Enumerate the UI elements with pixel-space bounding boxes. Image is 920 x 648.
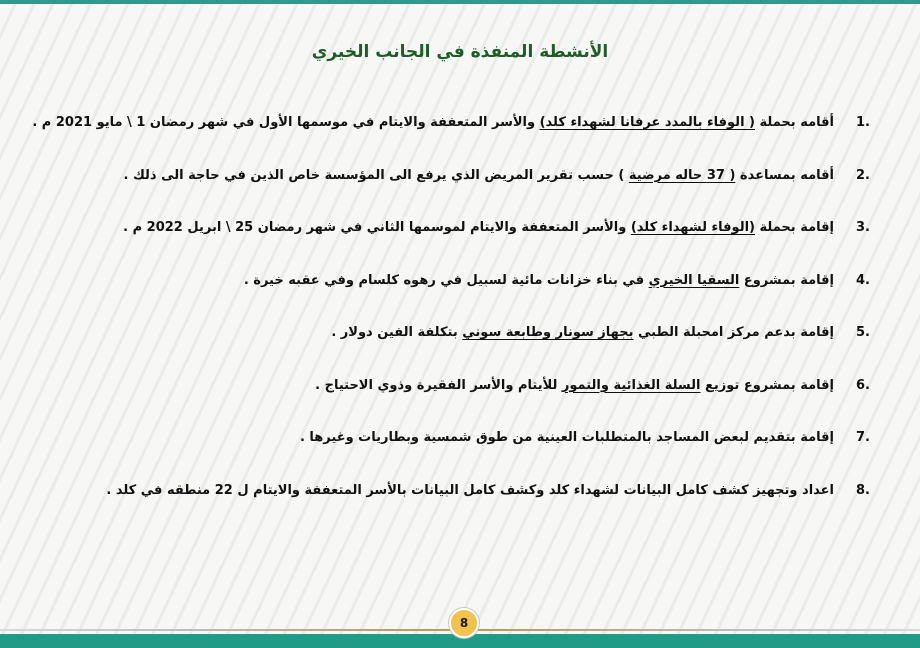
top-rule	[0, 0, 920, 4]
list-item	[60, 427, 870, 480]
item-text: إقامة بتقديم لبعض المساجد بالمتطلبات العينية من طوق شمسية وبطاريات وغيرها .	[299, 430, 834, 445]
item-text: اعداد وتجهيز كشف كامل البيانات لشهداء كلد وكشف كامل البيانات بالأسر المتعففة والايتام ل 22 منطقه في كلد .	[106, 482, 834, 498]
page-title: الأنشطة المنفذة في الجانب الخيري	[311, 42, 609, 62]
item-highlight: السلة الغذائية والتمور	[561, 377, 701, 393]
list-item	[60, 217, 870, 270]
item-text: أقامه بحملة ( الوفاء بالمدد عرفانا لشهداء كلد) والأسر المتعففة والايتام في موسمها الأول في شهر رمضان 1 \ مايو 2021 م .	[32, 115, 834, 130]
item-number: 2.	[856, 167, 870, 183]
item-number: 4.	[856, 272, 870, 288]
item-number: 8.	[856, 482, 870, 498]
list-item	[60, 480, 870, 533]
page-footer	[0, 616, 920, 648]
item-number: 1.	[856, 115, 870, 130]
item-highlight: بجهاز سونار وطابعة سوني	[462, 325, 634, 340]
item-number: 7.	[856, 430, 870, 445]
list-item	[60, 270, 870, 323]
item-text: إقامة بحملة (الوفاء لشهداء كلد) والأسر المتعففة والايتام لموسمها الثاني في شهر رمضان 25 \ ابريل 2022 م .	[123, 220, 834, 235]
list-item	[60, 322, 870, 375]
list-item	[60, 375, 870, 428]
item-text: أقامه بمساعدة ( 37 حاله مرضية ) حسب تقرير المريض الذي يرفع الى المؤسسة خاص الذين في حاجة الى ذلك .	[123, 167, 834, 183]
item-highlight: (الوفاء لشهداء كلد)	[630, 220, 755, 235]
item-text: إقامة بمشروع توزيع السلة الغذائية والتمور للأيتام والأسر الفقيرة وذوي الاحتياج .	[315, 377, 834, 393]
item-text: إقامة بمشروع السقيا الخيري في بناء خزانات مائية لسبيل في رهوه كلسام وفي عقبه خيرة .	[243, 272, 834, 288]
activities-list	[32, 112, 870, 532]
list-item	[60, 165, 870, 218]
item-number: 6.	[856, 377, 870, 393]
item-text: إقامة بدعم مركز امحبلة الطبي بجهاز سونار وطابعة سوني بتكلفة الفين دولار .	[331, 325, 834, 340]
item-number: 5.	[856, 325, 870, 340]
item-highlight: ( الوفاء بالمدد عرفانا لشهداء كلد)	[539, 115, 755, 130]
item-number: 3.	[856, 220, 870, 235]
item-highlight: السقيا الخيري	[648, 272, 740, 288]
list-item	[32, 112, 870, 165]
page-number-badge: 8	[449, 608, 479, 638]
item-highlight: ( 37 حاله مرضية	[628, 167, 736, 183]
